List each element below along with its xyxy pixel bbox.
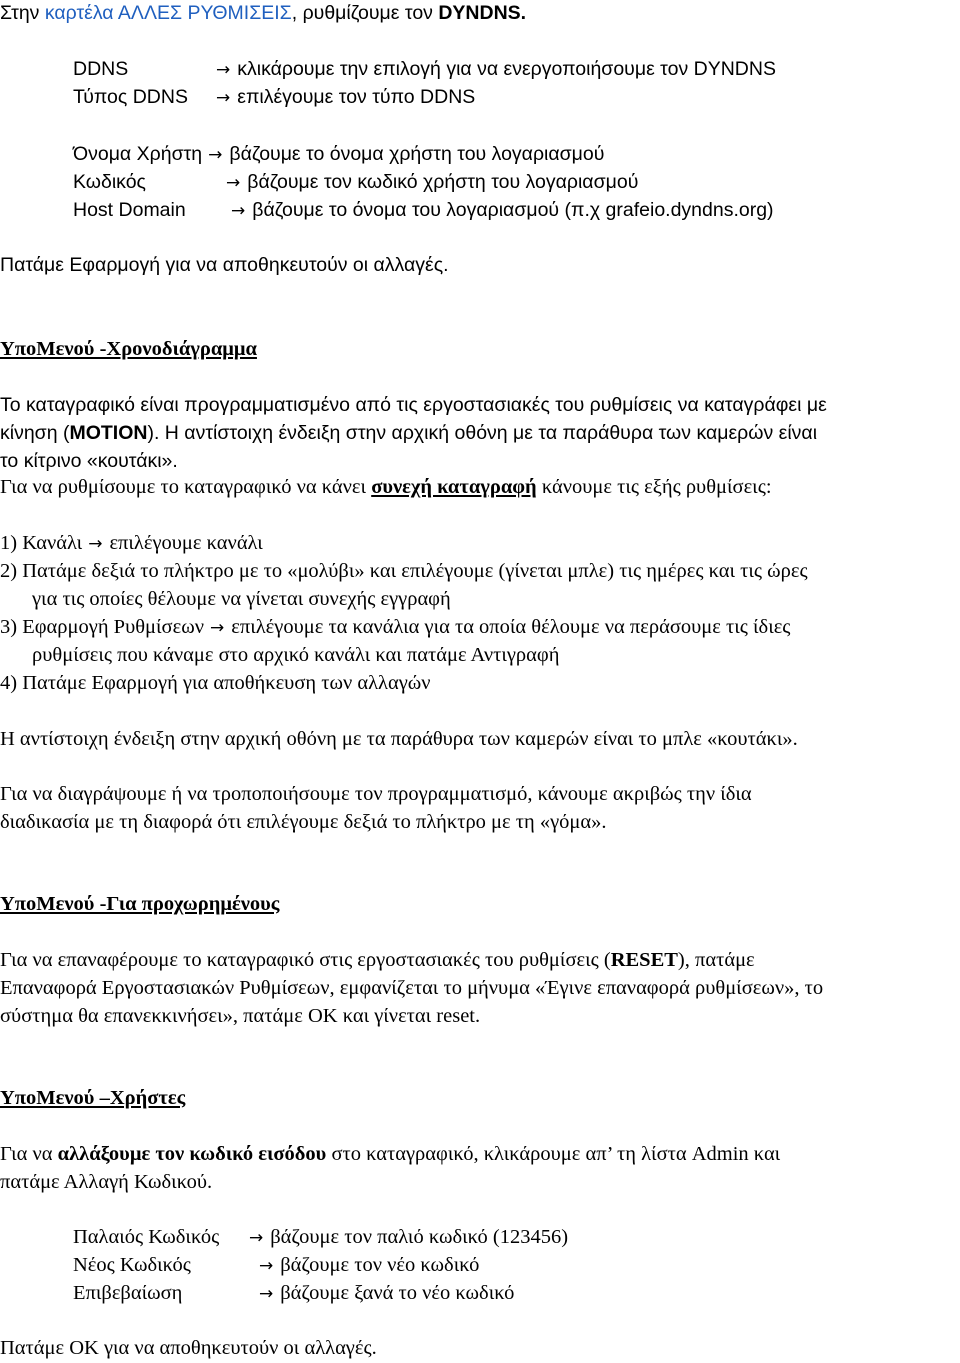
motion-label: MOTION — [69, 422, 148, 444]
step-item — [0, 530, 263, 557]
arrow-icon: → — [208, 145, 223, 165]
step-item — [0, 614, 790, 641]
delete-note-line: Για να διαγράψουμε ή να τροποποιήσουμε τον προγραμματισμό, κάνουμε ακριβώς την ίδια — [0, 783, 752, 805]
arrow-icon: → — [226, 173, 241, 193]
setting-action: κλικάρουμε την επιλογή για να ενεργοποιήσουμε τον DYNDNS — [237, 58, 776, 80]
change-password-suffix: στο καταγραφικό, κλικάρουμε απ’ τη λίστα Admin και — [326, 1143, 781, 1165]
password-step-field: Νέος Κωδικός — [73, 1254, 191, 1276]
change-password-line — [0, 1141, 780, 1167]
arrow-icon: → — [259, 1284, 274, 1304]
ddns-type-row — [73, 84, 188, 110]
arrow-icon: → — [259, 1256, 274, 1276]
host-domain-row — [73, 197, 186, 223]
intro-prefix: Στην — [0, 2, 45, 24]
indicator-note: Η αντίστοιχη ένδειξη στην αρχική οθόνη με τα παράθυρα των καμερών είναι το μπλε «κουτάκι». — [0, 728, 798, 750]
continuous-suffix: κάνουμε τις εξής ρυθμίσεις: — [536, 476, 772, 498]
step-label: 3) Εφαρμογή Ρυθμίσεων — [0, 616, 204, 638]
step-item-continued: για τις οποίες θέλουμε να γίνεται συνεχής εγγραφή — [32, 588, 451, 610]
reset-line — [0, 947, 755, 973]
reset-suffix: ), πατάμε — [677, 949, 755, 971]
step-label: 1) Κανάλι — [0, 532, 83, 554]
final-note: Πατάμε ΟΚ για να αποθηκευτούν οι αλλαγές. — [0, 1337, 377, 1359]
service-name: DYNDNS. — [438, 2, 527, 24]
password-row-action — [220, 169, 638, 196]
username-row — [73, 141, 604, 168]
change-password-prefix: Για να — [0, 1143, 58, 1165]
setting-field: DDNS — [73, 58, 129, 80]
advanced-heading: ΥποΜενού -Για προχωρημένους — [0, 893, 280, 915]
step-item: 4) Πατάμε Εφαρμογή για αποθήκευση των αλλαγών — [0, 672, 431, 694]
schedule-paragraph-line: Το καταγραφικό είναι προγραμματισμένο από τις εργοστασιακές του ρυθμίσεις να καταγράφει με — [0, 394, 827, 416]
delete-note-line: διαδικασία με τη διαφορά ότι επιλέγουμε δεξιά το πλήκτρο με τη «γόμα». — [0, 811, 607, 833]
setting-field: Όνομα Χρήστη — [73, 143, 203, 165]
password-step-action — [243, 1224, 568, 1251]
step-item: 2) Πατάμε δεξιά το πλήκτρο με το «μολύβι» και επιλέγουμε (γίνεται μπλε) τις ημέρες και τις ώρες — [0, 560, 808, 582]
step-action: επιλέγουμε τα κανάλια για τα οποία θέλουμε να περάσουμε τις ίδιες — [231, 616, 791, 638]
arrow-icon: → — [216, 88, 231, 108]
arrow-icon: → — [231, 201, 246, 221]
password-step-action — [253, 1252, 479, 1279]
password-step-field: Παλαιός Κωδικός — [73, 1226, 220, 1248]
schedule-paragraph-line: το κίτρινο «κουτάκι». — [0, 450, 178, 472]
reset-line: σύστημα θα επανεκκινήσει», πατάμε ΟΚ και γίνεται reset. — [0, 1005, 481, 1027]
arrow-icon: → — [216, 60, 231, 80]
step-action: βάζουμε ξανά το νέο κωδικό — [280, 1282, 515, 1304]
arrow-icon: → — [209, 618, 225, 638]
ddns-type-row-action — [210, 84, 475, 111]
setting-action: βάζουμε τον κωδικό χρήστη του λογαριασμού — [247, 171, 639, 193]
setting-action: επιλέγουμε τον τύπο DDNS — [237, 86, 476, 108]
tab-name: καρτέλα ΑΛΛΕΣ ΡΥΘΜΙΣΕΙΣ — [44, 2, 292, 24]
schedule-paragraph-line — [0, 420, 817, 446]
intro-line — [0, 0, 526, 26]
step-action: βάζουμε τον παλιό κωδικό (123456) — [270, 1226, 569, 1248]
change-password-line: πατάμε Αλλαγή Κωδικού. — [0, 1171, 213, 1193]
step-item-continued: ρυθμίσεις που κάναμε στο αρχικό κανάλι και πατάμε Αντιγραφή — [32, 644, 560, 666]
intro-middle: , ρυθμίζουμε τον — [291, 2, 439, 24]
motion-suffix: ). Η αντίστοιχη ένδειξη στην αρχική οθόνη με τα παράθυρα των καμερών είναι — [147, 422, 818, 444]
setting-action: βάζουμε το όνομα του λογαριασμού (π.χ grafeio.dyndns.org) — [252, 199, 774, 221]
schedule-heading: ΥποΜενού -Χρονοδιάγραμμα — [0, 338, 257, 360]
ddns-row — [73, 56, 128, 82]
host-domain-row-action — [225, 197, 774, 224]
password-row — [73, 169, 146, 195]
reset-line: Επαναφορά Εργοστασιακών Ρυθμίσεων, εμφανίζεται το μήνυμα «Έγινε επαναφορά ρυθμίσεων», το — [0, 977, 824, 999]
continuous-recording-line — [0, 474, 772, 500]
password-step-action — [253, 1280, 514, 1307]
apply-note: Πατάμε Εφαρμογή για να αποθηκευτούν οι αλλαγές. — [0, 254, 449, 276]
continuous-label: συνεχή καταγραφή — [371, 476, 537, 498]
password-step-field: Επιβεβαίωση — [73, 1282, 183, 1304]
arrow-icon: → — [249, 1228, 264, 1248]
change-password-label: αλλάξουμε τον κωδικό εισόδου — [57, 1143, 327, 1165]
setting-field: Host Domain — [73, 199, 186, 221]
reset-label: RESET — [610, 949, 678, 971]
users-heading: ΥποΜενού –Χρήστες — [0, 1087, 186, 1109]
continuous-prefix: Για να ρυθμίσουμε το καταγραφικό να κάνει — [0, 476, 372, 498]
step-action: βάζουμε τον νέο κωδικό — [280, 1254, 480, 1276]
arrow-icon: → — [88, 534, 103, 554]
setting-field: Τύπος DDNS — [73, 86, 188, 108]
reset-prefix: Για να επαναφέρουμε το καταγραφικό στις εργοστασιακές του ρυθμίσεις ( — [0, 949, 611, 971]
ddns-row-action — [210, 56, 776, 83]
step-action: επιλέγουμε κανάλι — [109, 532, 263, 554]
motion-prefix: κίνηση ( — [0, 422, 70, 444]
setting-action: βάζουμε το όνομα χρήστη του λογαριασμού — [229, 143, 605, 165]
setting-field: Κωδικός — [73, 171, 146, 193]
